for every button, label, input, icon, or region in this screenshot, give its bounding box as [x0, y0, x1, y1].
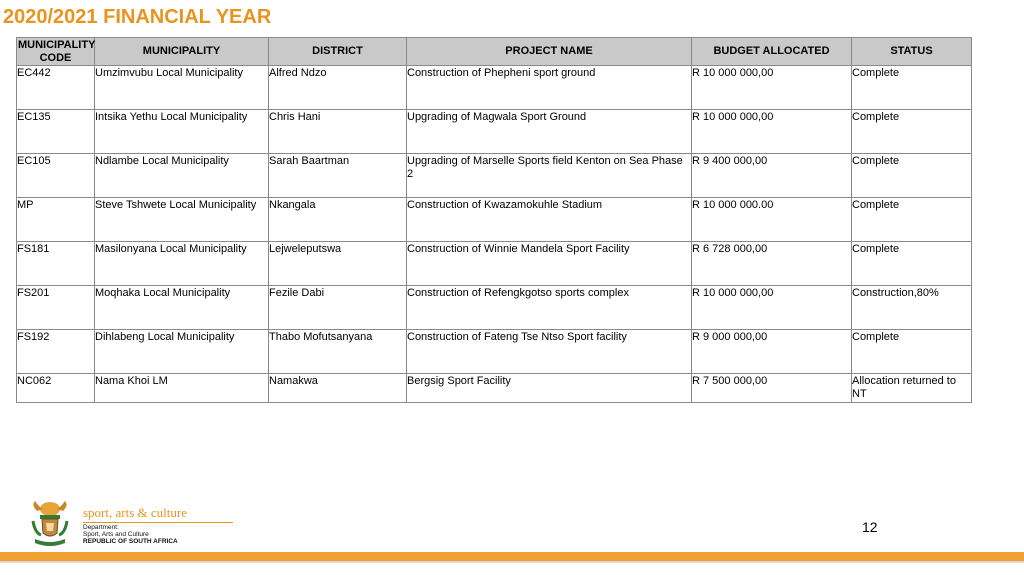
cell-budget: R 10 000 000,00: [692, 66, 852, 110]
cell-district: Namakwa: [269, 374, 407, 403]
cell-code: FS201: [17, 286, 95, 330]
table-row: [17, 66, 972, 110]
cell-code: MP: [17, 198, 95, 242]
department-logo: [27, 499, 247, 549]
cell-status: Complete: [852, 242, 972, 286]
cell-budget: R 6 728 000,00: [692, 242, 852, 286]
cell-project: Construction of Fateng Tse Ntso Sport facility: [407, 330, 692, 374]
coat-of-arms-icon: [27, 499, 73, 547]
cell-district: Sarah Baartman: [269, 154, 407, 198]
table-row: [17, 198, 972, 242]
table-row: [17, 286, 972, 330]
cell-municipality: Masilonyana Local Municipality: [95, 242, 269, 286]
footer-divider: [0, 561, 1024, 563]
cell-project: Upgrading of Magwala Sport Ground: [407, 110, 692, 154]
cell-status: Complete: [852, 110, 972, 154]
cell-budget: R 9 400 000,00: [692, 154, 852, 198]
table-row: [17, 330, 972, 374]
cell-district: Thabo Mofutsanyana: [269, 330, 407, 374]
cell-district: Fezile Dabi: [269, 286, 407, 330]
cell-municipality: Umzimvubu Local Municipality: [95, 66, 269, 110]
table-row: [17, 154, 972, 198]
department-name: sport, arts & culture: [83, 505, 187, 520]
department-divider: [83, 522, 233, 523]
cell-code: EC442: [17, 66, 95, 110]
footer-accent-bar: [0, 552, 1024, 561]
cell-budget: R 9 000 000,00: [692, 330, 852, 374]
cell-municipality: Nama Khoi LM: [95, 374, 269, 403]
cell-budget: R 10 000 000.00: [692, 198, 852, 242]
cell-code: FS192: [17, 330, 95, 374]
cell-project: Construction of Refengkgotso sports complex: [407, 286, 692, 330]
table-row: [17, 242, 972, 286]
cell-municipality: Moqhaka Local Municipality: [95, 286, 269, 330]
slide-title: 2020/2021 FINANCIAL YEAR: [3, 6, 272, 28]
header-budget-allocated: BUDGET ALLOCATED: [692, 38, 852, 66]
department-label: Department:: [83, 524, 119, 531]
cell-project: Upgrading of Marselle Sports field Kenton on Sea Phase 2: [407, 154, 692, 198]
cell-code: EC105: [17, 154, 95, 198]
table-header-row: [17, 38, 972, 66]
table-row: [17, 374, 972, 403]
header-project-name: PROJECT NAME: [407, 38, 692, 66]
cell-code: EC135: [17, 110, 95, 154]
cell-district: Chris Hani: [269, 110, 407, 154]
header-municipality-code: MUNICIPALITY CODE: [18, 38, 96, 64]
cell-district: Alfred Ndzo: [269, 66, 407, 110]
cell-municipality: Ndlambe Local Municipality: [95, 154, 269, 198]
cell-code: FS181: [17, 242, 95, 286]
cell-district: Lejweleputswa: [269, 242, 407, 286]
cell-project: Construction of Phepheni sport ground: [407, 66, 692, 110]
header-municipality: MUNICIPALITY: [95, 38, 269, 66]
country-name: REPUBLIC OF SOUTH AFRICA: [83, 538, 178, 545]
cell-budget: R 7 500 000,00: [692, 374, 852, 403]
table-row: [17, 110, 972, 154]
cell-status: Complete: [852, 330, 972, 374]
cell-status: Complete: [852, 66, 972, 110]
cell-municipality: Intsika Yethu Local Municipality: [95, 110, 269, 154]
cell-municipality: Steve Tshwete Local Municipality: [95, 198, 269, 242]
header-status: STATUS: [852, 38, 972, 66]
cell-budget: R 10 000 000,00: [692, 286, 852, 330]
cell-district: Nkangala: [269, 198, 407, 242]
cell-project: Construction of Kwazamokuhle Stadium: [407, 198, 692, 242]
cell-status: Complete: [852, 198, 972, 242]
page-number: 12: [862, 519, 878, 535]
cell-project: Construction of Winnie Mandela Sport Facility: [407, 242, 692, 286]
header-district: DISTRICT: [269, 38, 407, 66]
projects-table: [16, 37, 972, 403]
cell-budget: R 10 000 000,00: [692, 110, 852, 154]
cell-project: Bergsig Sport Facility: [407, 374, 692, 403]
department-full-name: Sport, Arts and Culture: [83, 531, 149, 538]
cell-municipality: Dihlabeng Local Municipality: [95, 330, 269, 374]
cell-code: NC062: [17, 374, 95, 403]
cell-status: Complete: [852, 154, 972, 198]
cell-status: Construction,80%: [852, 286, 972, 330]
cell-status: Allocation returned to NT: [852, 374, 972, 403]
